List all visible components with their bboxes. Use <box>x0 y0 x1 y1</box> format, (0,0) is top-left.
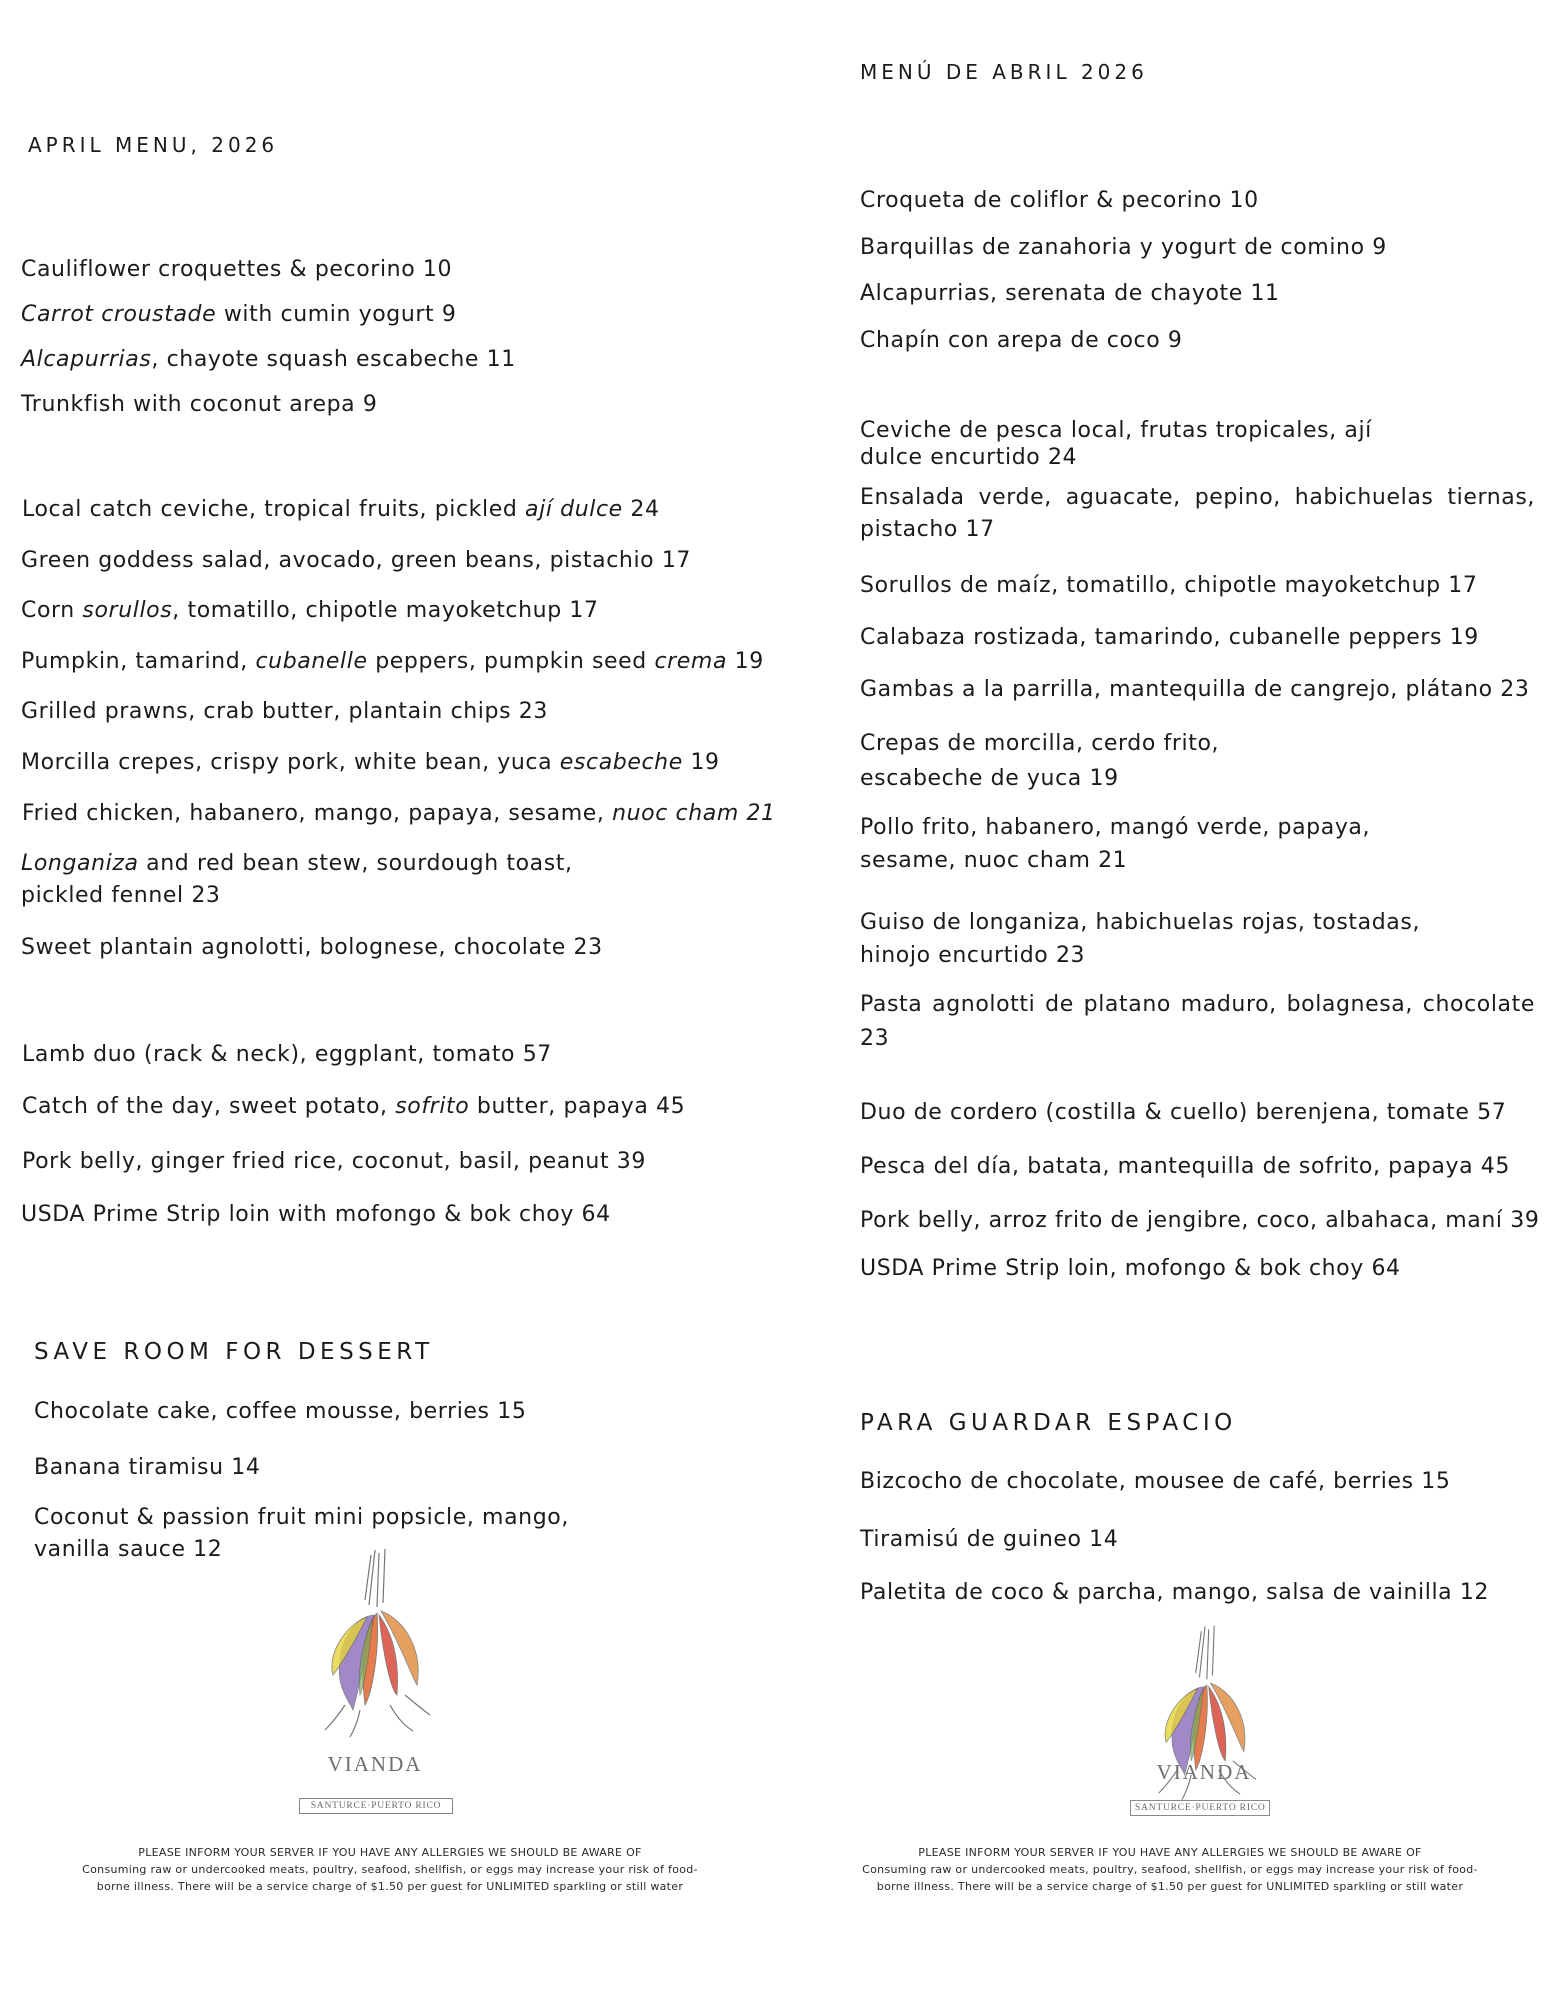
es-main-item: Guiso de longaniza, habichuelas rojas, tostadas, hinojo encurtido 23 <box>860 910 1421 968</box>
es-main-item: Ceviche de pesca local, frutas tropicales, ají dulce encurtido 24 <box>860 418 1372 470</box>
es-starter-item: Alcapurrias, serenata de chayote 11 <box>860 281 1280 306</box>
notice-line: borne illness. There will be a service charge of $1.50 per guest for UNLIMITED sparkling or still water <box>96 1880 684 1893</box>
en-starter-item: Carrot croustade with cumin yogurt 9 <box>21 302 457 327</box>
es-main-item: Pollo frito, habanero, mangó verde, papaya, sesame, nuoc cham 21 <box>860 815 1371 873</box>
es-entree-item: USDA Prime Strip loin, mofongo & bok choy 64 <box>860 1256 1401 1281</box>
notice-line: Consuming raw or undercooked meats, poultry, seafood, shellfish, or eggs may increase your risk of food- <box>862 1863 1478 1876</box>
en-starter-item: Trunkfish with coconut arepa 9 <box>21 392 378 417</box>
en-main-item: Local catch ceviche, tropical fruits, pickled ají dulce 24 <box>22 497 660 522</box>
en-dessert-item: Coconut & passion fruit mini popsicle, mango, vanilla sauce 12 <box>34 1505 569 1562</box>
en-main-item: Pumpkin, tamarind, cubanelle peppers, pumpkin seed crema 19 <box>21 649 764 674</box>
es-main-item: Gambas a la parrilla, mantequilla de cangrejo, plátano 23 <box>860 677 1530 702</box>
en-dessert-item: Banana tiramisu 14 <box>34 1455 261 1480</box>
vianda-logo-name: VIANDA <box>327 1752 423 1776</box>
es-dessert-item: Tiramisú de guineo 14 <box>860 1527 1119 1552</box>
en-main-item: Grilled prawns, crab butter, plantain chips 23 <box>21 699 548 724</box>
es-main-item: Pasta agnolotti de platano maduro, bolagnesa, chocolate 23 <box>860 992 1535 1051</box>
es-dessert-item: Bizcocho de chocolate, mousee de café, berries 15 <box>860 1469 1451 1494</box>
es-entree-item: Pesca del día, batata, mantequilla de sofrito, papaya 45 <box>860 1154 1510 1179</box>
en-main-item: Corn sorullos, tomatillo, chipotle mayoketchup 17 <box>21 598 599 623</box>
en-main-item: Morcilla crepes, crispy pork, white bean, yuca escabeche 19 <box>21 750 720 775</box>
vianda-vegetable-illustration <box>305 1545 445 1745</box>
es-starter-item: Barquillas de zanahoria y yogurt de comino 9 <box>860 235 1387 260</box>
notice-line: Consuming raw or undercooked meats, poultry, seafood, shellfish, or eggs may increase your risk of food- <box>82 1863 698 1876</box>
es-main-item: Ensalada verde, aguacate, pepino, habichuelas tiernas, pistacho 17 <box>860 485 1535 542</box>
es-entree-item: Pork belly, arroz frito de jengibre, coco, albahaca, maní 39 <box>860 1208 1540 1233</box>
vianda-logo-location: SANTURCE·PUERTO RICO <box>1130 1800 1270 1816</box>
es-main-item: Crepas de morcilla, cerdo frito, escabeche de yuca 19 <box>860 731 1220 791</box>
en-main-item: Fried chicken, habanero, mango, papaya, sesame, nuoc cham 21 <box>22 801 776 826</box>
en-main-item: Longaniza and red bean stew, sourdough toast, pickled fennel 23 <box>21 851 573 908</box>
es-starter-item: Croqueta de coliflor & pecorino 10 <box>860 188 1259 213</box>
en-dessert-title: SAVE ROOM FOR DESSERT <box>34 1339 434 1365</box>
en-starter-item: Alcapurrias, chayote squash escabeche 11 <box>21 347 516 372</box>
notice-line: PLEASE INFORM YOUR SERVER IF YOU HAVE ANY ALLERGIES WE SHOULD BE AWARE OF <box>918 1846 1422 1859</box>
es-main-item: Calabaza rostizada, tamarindo, cubanelle peppers 19 <box>860 625 1479 650</box>
en-entree-item: Catch of the day, sweet potato, sofrito butter, papaya 45 <box>22 1094 686 1119</box>
english-menu-title: APRIL MENU, 2026 <box>28 133 279 157</box>
spanish-menu-title: MENÚ DE ABRIL 2026 <box>860 60 1148 84</box>
vianda-logo-location: SANTURCE·PUERTO RICO <box>299 1798 453 1814</box>
allergy-notice <box>20 1844 760 1895</box>
es-dessert-item: Paletita de coco & parcha, mango, salsa de vainilla 12 <box>860 1580 1490 1605</box>
allergy-notice <box>810 1844 1530 1895</box>
en-entree-item: Pork belly, ginger fried rice, coconut, basil, peanut 39 <box>22 1149 646 1174</box>
vianda-logo-name: VIANDA <box>1156 1760 1252 1784</box>
en-starter-item: Cauliflower croquettes & pecorino 10 <box>21 257 453 282</box>
es-starter-item: Chapín con arepa de coco 9 <box>860 328 1183 353</box>
notice-line: borne illness. There will be a service charge of $1.50 per guest for UNLIMITED sparkling or still water <box>876 1880 1464 1893</box>
en-main-item: Sweet plantain agnolotti, bolognese, chocolate 23 <box>21 935 603 960</box>
notice-line: PLEASE INFORM YOUR SERVER IF YOU HAVE ANY ALLERGIES WE SHOULD BE AWARE OF <box>138 1846 642 1859</box>
en-dessert-item: Chocolate cake, coffee mousse, berries 15 <box>34 1399 527 1424</box>
es-dessert-title: PARA GUARDAR ESPACIO <box>860 1410 1237 1436</box>
es-main-item: Sorullos de maíz, tomatillo, chipotle mayoketchup 17 <box>860 573 1478 598</box>
en-entree-item: Lamb duo (rack & neck), eggplant, tomato 57 <box>22 1042 552 1067</box>
en-main-item: Green goddess salad, avocado, green beans, pistachio 17 <box>21 548 692 573</box>
en-entree-item: USDA Prime Strip loin with mofongo & bok choy 64 <box>21 1202 611 1227</box>
es-entree-item: Duo de cordero (costilla & cuello) berenjena, tomate 57 <box>860 1100 1507 1125</box>
